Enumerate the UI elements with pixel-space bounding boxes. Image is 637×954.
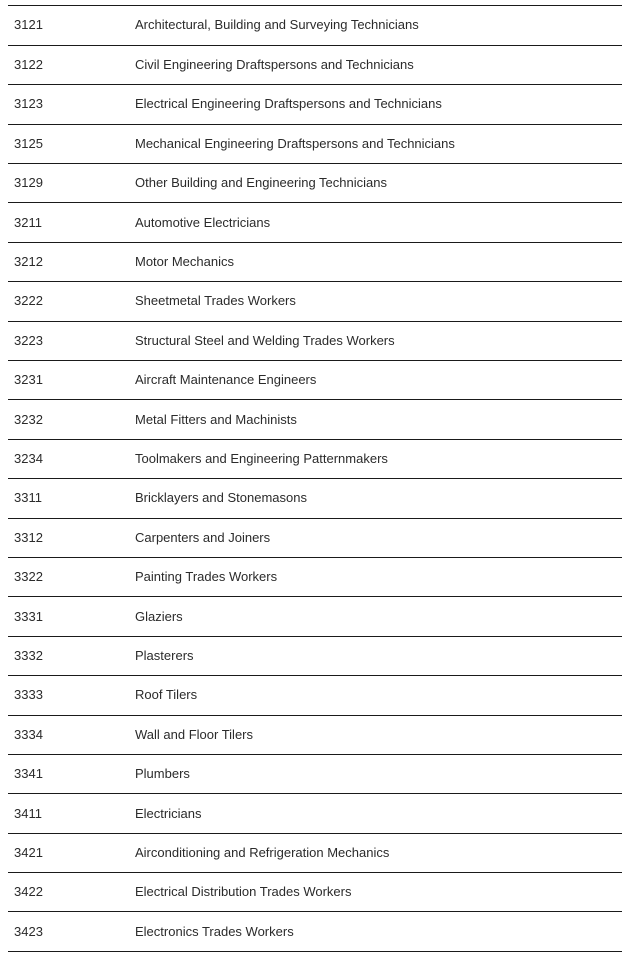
occupation-code: 3222 <box>8 282 128 321</box>
occupation-code: 3411 <box>8 794 128 833</box>
occupation-name: Aircraft Maintenance Engineers <box>128 361 622 400</box>
occupation-name: Carpenters and Joiners <box>128 518 622 557</box>
occupation-name: Roof Tilers <box>128 676 622 715</box>
table-row <box>8 203 622 242</box>
occupation-name: Mechanical Engineering Draftspersons and Technicians <box>128 124 622 163</box>
table-row <box>8 242 622 281</box>
table-row <box>8 321 622 360</box>
occupation-code: 3333 <box>8 676 128 715</box>
occupation-code: 3232 <box>8 400 128 439</box>
occupation-code: 3122 <box>8 45 128 84</box>
occupation-table-body <box>8 6 622 951</box>
table-row <box>8 912 622 951</box>
occupation-name: Electrical Engineering Draftspersons and Technicians <box>128 85 622 124</box>
occupation-table <box>8 6 622 952</box>
occupation-name: Glaziers <box>128 597 622 636</box>
table-row <box>8 636 622 675</box>
occupation-name: Automotive Electricians <box>128 203 622 242</box>
table-row <box>8 754 622 793</box>
occupation-code: 3312 <box>8 518 128 557</box>
occupation-name: Electrical Distribution Trades Workers <box>128 873 622 912</box>
occupation-name: Plumbers <box>128 754 622 793</box>
occupation-name: Architectural, Building and Surveying Technicians <box>128 6 622 45</box>
occupation-name: Structural Steel and Welding Trades Workers <box>128 321 622 360</box>
occupation-name: Toolmakers and Engineering Patternmakers <box>128 439 622 478</box>
table-row <box>8 479 622 518</box>
occupation-code: 3234 <box>8 439 128 478</box>
occupation-code: 3211 <box>8 203 128 242</box>
occupation-code: 3223 <box>8 321 128 360</box>
occupation-code: 3121 <box>8 6 128 45</box>
occupation-table-container <box>8 5 622 952</box>
occupation-code: 3125 <box>8 124 128 163</box>
occupation-name: Electronics Trades Workers <box>128 912 622 951</box>
table-row <box>8 557 622 596</box>
occupation-name: Other Building and Engineering Technicians <box>128 164 622 203</box>
table-row <box>8 676 622 715</box>
table-row <box>8 794 622 833</box>
occupation-code: 3331 <box>8 597 128 636</box>
table-row <box>8 282 622 321</box>
occupation-name: Airconditioning and Refrigeration Mechanics <box>128 833 622 872</box>
occupation-name: Bricklayers and Stonemasons <box>128 479 622 518</box>
occupation-name: Wall and Floor Tilers <box>128 715 622 754</box>
table-row <box>8 715 622 754</box>
occupation-name: Metal Fitters and Machinists <box>128 400 622 439</box>
occupation-code: 3123 <box>8 85 128 124</box>
occupation-name: Motor Mechanics <box>128 242 622 281</box>
occupation-code: 3422 <box>8 873 128 912</box>
table-row <box>8 597 622 636</box>
occupation-code: 3332 <box>8 636 128 675</box>
table-row <box>8 361 622 400</box>
table-row <box>8 400 622 439</box>
table-row <box>8 439 622 478</box>
occupation-code: 3231 <box>8 361 128 400</box>
occupation-code: 3311 <box>8 479 128 518</box>
occupation-name: Sheetmetal Trades Workers <box>128 282 622 321</box>
occupation-code: 3212 <box>8 242 128 281</box>
occupation-code: 3322 <box>8 557 128 596</box>
occupation-code: 3334 <box>8 715 128 754</box>
occupation-code: 3421 <box>8 833 128 872</box>
occupation-code: 3129 <box>8 164 128 203</box>
table-row <box>8 873 622 912</box>
table-row <box>8 85 622 124</box>
table-row <box>8 164 622 203</box>
occupation-name: Plasterers <box>128 636 622 675</box>
table-row <box>8 124 622 163</box>
occupation-name: Painting Trades Workers <box>128 557 622 596</box>
occupation-name: Electricians <box>128 794 622 833</box>
table-row <box>8 45 622 84</box>
table-row <box>8 833 622 872</box>
occupation-code: 3423 <box>8 912 128 951</box>
table-row <box>8 6 622 45</box>
occupation-code: 3341 <box>8 754 128 793</box>
occupation-name: Civil Engineering Draftspersons and Technicians <box>128 45 622 84</box>
table-row <box>8 518 622 557</box>
